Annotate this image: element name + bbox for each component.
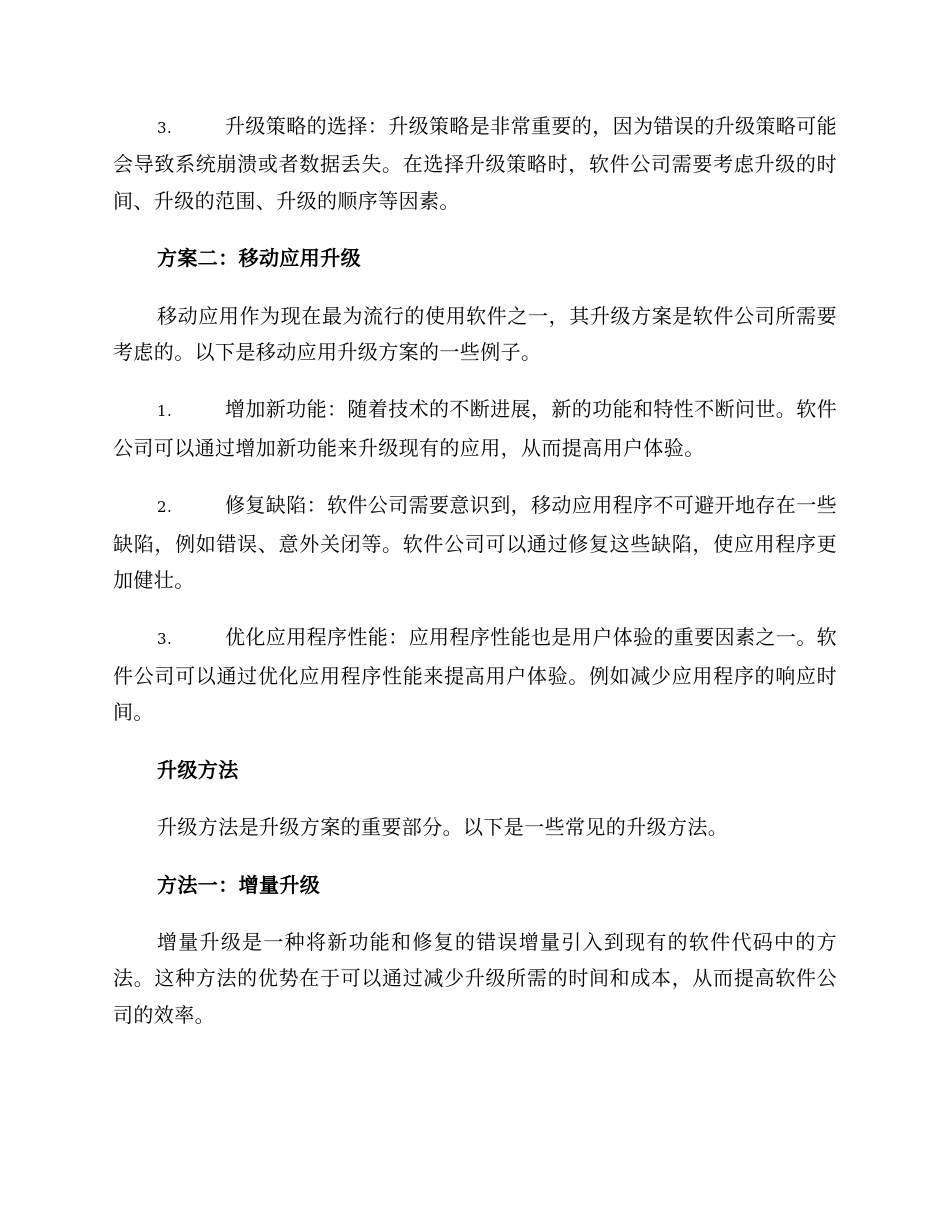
paragraph-methods-intro: 升级方法是升级方案的重要部分。以下是一些常见的升级方法。 bbox=[157, 815, 729, 840]
list-number: 2. bbox=[157, 498, 173, 517]
list-number: 3. bbox=[157, 630, 173, 649]
paragraph-incremental: 增量升级是一种将新功能和修复的错误增量引入到现有的软件代码中的方法。这种方法的优势在于可以通过减少升级所需的时间和成本，从而提高软件公司的效率。 bbox=[113, 929, 837, 1027]
list-number: 1. bbox=[157, 402, 173, 421]
list-item-performance bbox=[113, 619, 837, 730]
list-item-fix-bugs bbox=[113, 487, 837, 598]
list-item-text: 增加新功能：随着技术的不断进展，新的功能和特性不断问世。软件公司可以通过增加新功能来升级现有的应用，从而提高用户体验。 bbox=[113, 397, 837, 460]
section-heading-plan-two: 方案二：移动应用升级 bbox=[157, 246, 361, 271]
document-page bbox=[113, 108, 837, 1054]
list-item-text: 优化应用程序性能：应用程序性能也是用户体验的重要因素之一。软件公司可以通过优化应用程序性能来提高用户体验。例如减少应用程序的响应时间。 bbox=[113, 625, 837, 725]
list-item-new-features bbox=[113, 391, 837, 466]
list-item-text: 修复缺陷：软件公司需要意识到，移动应用程序不可避开地存在一些缺陷，例如错误、意外关闭等。软件公司可以通过修复这些缺陷，使应用程序更加健壮。 bbox=[113, 493, 837, 593]
section-heading-method-one: 方法一：增量升级 bbox=[157, 872, 321, 897]
paragraph-mobile-intro: 移动应用作为现在最为流行的使用软件之一，其升级方案是软件公司所需要考虑的。以下是移动应用升级方案的一些例子。 bbox=[113, 303, 837, 365]
list-item-upgrade-strategy bbox=[113, 108, 837, 219]
list-number: 3. bbox=[157, 119, 173, 137]
list-item-text: 升级策略的选择：升级策略是非常重要的，因为错误的升级策略可能会导致系统崩溃或者数据丢失。在选择升级策略时，软件公司需要考虑升级的时间、升级的范围、升级的顺序等因素。 bbox=[113, 114, 837, 213]
section-heading-methods: 升级方法 bbox=[157, 757, 239, 782]
